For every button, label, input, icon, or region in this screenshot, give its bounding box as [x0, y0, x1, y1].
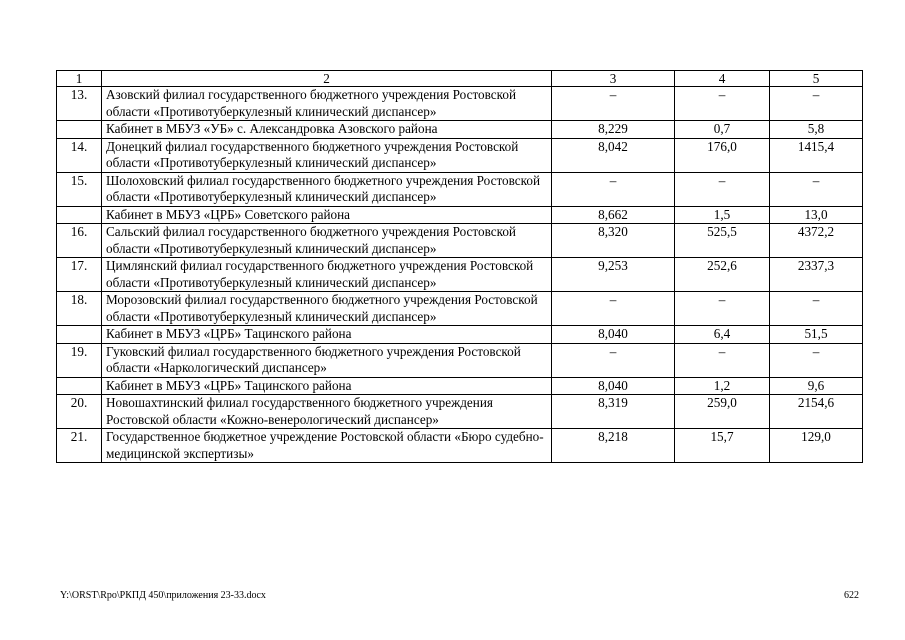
header-cell: 4 [675, 71, 770, 87]
value-cell-col3: 8,320 [552, 224, 675, 258]
row-number-cell: 14. [57, 138, 102, 172]
value-cell-col5: 2154,6 [770, 395, 863, 429]
table-row [57, 377, 863, 395]
value-cell-col4: – [675, 292, 770, 326]
table-row [57, 258, 863, 292]
value-cell-col4: 15,7 [675, 429, 770, 463]
institution-name-cell: Морозовский филиал государственного бюджетного учреждения Ростовской области «Противотуберкулезный клинический диспансер» [102, 292, 552, 326]
value-cell-col5: – [770, 292, 863, 326]
row-number-cell: 20. [57, 395, 102, 429]
value-cell-col3: – [552, 343, 675, 377]
institution-name-cell: Кабинет в МБУЗ «ЦРБ» Советского района [102, 206, 552, 224]
value-cell-col5: 1415,4 [770, 138, 863, 172]
value-cell-col3: 8,042 [552, 138, 675, 172]
value-cell-col5: 129,0 [770, 429, 863, 463]
value-cell-col3: 8,319 [552, 395, 675, 429]
table-row [57, 395, 863, 429]
row-number-cell: 16. [57, 224, 102, 258]
institution-name-cell: Донецкий филиал государственного бюджетного учреждения Ростовской области «Противотуберкулезный клинический диспансер» [102, 138, 552, 172]
table-row [57, 206, 863, 224]
table-row [57, 292, 863, 326]
institution-name-cell: Кабинет в МБУЗ «ЦРБ» Тацинского района [102, 377, 552, 395]
institution-name-cell: Гуковский филиал государственного бюджетного учреждения Ростовской области «Наркологический диспансер» [102, 343, 552, 377]
row-number-cell: 17. [57, 258, 102, 292]
table-row [57, 138, 863, 172]
institution-name-cell: Сальский филиал государственного бюджетного учреждения Ростовской области «Противотуберкулезный клинический диспансер» [102, 224, 552, 258]
row-number-cell: 13. [57, 87, 102, 121]
institution-name-cell: Государственное бюджетное учреждение Ростовской области «Бюро судебно-медицинской экспертизы» [102, 429, 552, 463]
table-row [57, 326, 863, 344]
header-cell: 5 [770, 71, 863, 87]
table-row [57, 87, 863, 121]
table-row [57, 172, 863, 206]
header-cell: 3 [552, 71, 675, 87]
row-number-cell [57, 326, 102, 344]
value-cell-col3: – [552, 87, 675, 121]
value-cell-col3: 8,040 [552, 377, 675, 395]
value-cell-col5: 13,0 [770, 206, 863, 224]
row-number-cell [57, 377, 102, 395]
institution-name-cell: Азовский филиал государственного бюджетного учреждения Ростовской области «Противотуберкулезный клинический диспансер» [102, 87, 552, 121]
value-cell-col4: – [675, 172, 770, 206]
value-cell-col3: 8,229 [552, 121, 675, 139]
header-cell: 1 [57, 71, 102, 87]
header-cell: 2 [102, 71, 552, 87]
row-number-cell [57, 206, 102, 224]
value-cell-col3: 9,253 [552, 258, 675, 292]
table-row [57, 224, 863, 258]
value-cell-col4: 0,7 [675, 121, 770, 139]
row-number-cell: 21. [57, 429, 102, 463]
value-cell-col4: 525,5 [675, 224, 770, 258]
value-cell-col4: – [675, 343, 770, 377]
institution-name-cell: Новошахтинский филиал государственного бюджетного учреждения Ростовской области «Кожно-венерологический диспансер» [102, 395, 552, 429]
row-number-cell: 18. [57, 292, 102, 326]
table-row [57, 429, 863, 463]
table-row [57, 343, 863, 377]
value-cell-col5: – [770, 87, 863, 121]
value-cell-col3: 8,040 [552, 326, 675, 344]
value-cell-col4: 259,0 [675, 395, 770, 429]
row-number-cell: 15. [57, 172, 102, 206]
value-cell-col5: 5,8 [770, 121, 863, 139]
value-cell-col3: – [552, 172, 675, 206]
value-cell-col5: 9,6 [770, 377, 863, 395]
value-cell-col3: 8,218 [552, 429, 675, 463]
value-cell-col4: – [675, 87, 770, 121]
footer-page-number: 622 [844, 590, 859, 601]
data-table [56, 70, 863, 463]
institution-name-cell: Шолоховский филиал государственного бюджетного учреждения Ростовской области «Противотуберкулезный клинический диспансер» [102, 172, 552, 206]
value-cell-col3: – [552, 292, 675, 326]
header-row [57, 71, 863, 87]
table-row [57, 121, 863, 139]
footer-file-path: Y:\ORST\Rpo\РКПД 450\приложения 23-33.docx [60, 590, 266, 601]
value-cell-col5: 4372,2 [770, 224, 863, 258]
value-cell-col5: – [770, 172, 863, 206]
value-cell-col4: 176,0 [675, 138, 770, 172]
institution-name-cell: Цимлянский филиал государственного бюджетного учреждения Ростовской области «Противотуберкулезный клинический диспансер» [102, 258, 552, 292]
institution-name-cell: Кабинет в МБУЗ «УБ» с. Александровка Азовского района [102, 121, 552, 139]
value-cell-col5: – [770, 343, 863, 377]
value-cell-col5: 51,5 [770, 326, 863, 344]
value-cell-col4: 6,4 [675, 326, 770, 344]
row-number-cell: 19. [57, 343, 102, 377]
value-cell-col4: 1,2 [675, 377, 770, 395]
value-cell-col4: 1,5 [675, 206, 770, 224]
value-cell-col3: 8,662 [552, 206, 675, 224]
value-cell-col4: 252,6 [675, 258, 770, 292]
institution-name-cell: Кабинет в МБУЗ «ЦРБ» Тацинского района [102, 326, 552, 344]
row-number-cell [57, 121, 102, 139]
value-cell-col5: 2337,3 [770, 258, 863, 292]
